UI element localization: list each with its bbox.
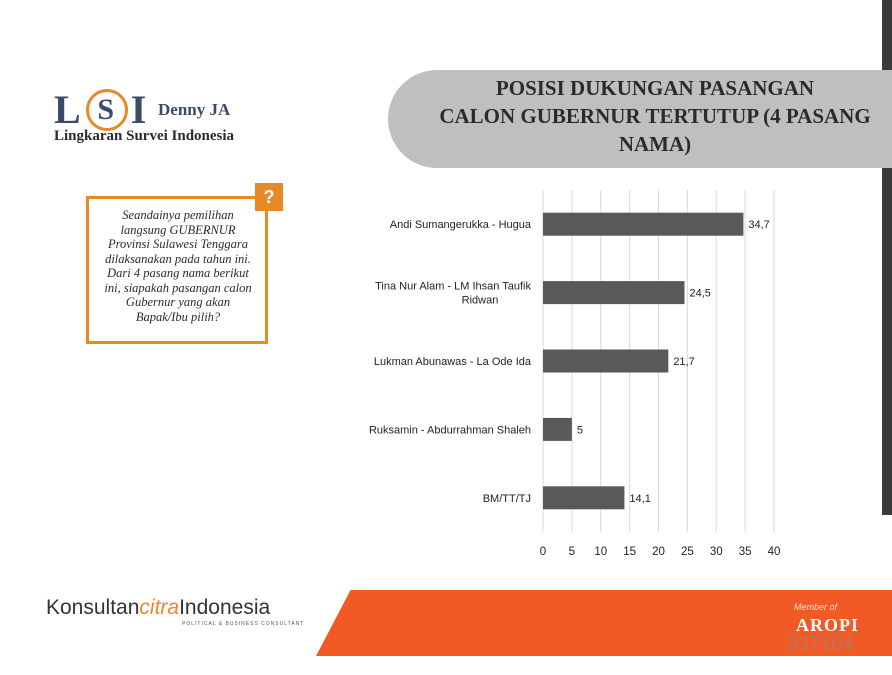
member-of-label: Member of <box>794 602 838 612</box>
x-tick-label: 5 <box>568 546 576 558</box>
value-label: 24,5 <box>689 287 711 300</box>
question-icon: ? <box>255 183 283 211</box>
aropi-logo: AROPI <box>796 615 859 635</box>
question-line: Seandainya pemilihan <box>122 208 234 222</box>
bar <box>543 486 624 509</box>
chart-title-line-1: POSISI DUKUNGAN PASANGAN <box>495 76 815 100</box>
category-label: Ruksamin - Abdurrahman Shaleh <box>368 424 531 437</box>
citra-logo-tagline: POLITICAL & BUSINESS CONSULTANT <box>182 621 305 627</box>
lsi-logo-mark: L S I <box>54 87 149 132</box>
x-tick-label: 30 <box>709 546 723 558</box>
lsi-logo-name: Denny JA <box>158 100 231 119</box>
value-label: 14,1 <box>629 492 651 505</box>
category-label: Andi Sumangerukka - Hugua <box>389 219 531 232</box>
value-label: 5 <box>576 424 583 437</box>
x-tick-label: 0 <box>539 546 547 558</box>
question-line: Bapak/Ibu pilih? <box>135 309 221 324</box>
bar <box>543 418 572 441</box>
citra-logo-word-2: citra <box>139 596 180 619</box>
category-label: BM/TT/TJ <box>482 492 531 505</box>
citra-logo <box>46 596 270 620</box>
value-label: 21,7 <box>673 356 695 368</box>
question-line: Provinsi Sulawesi Tenggara <box>107 237 249 251</box>
x-tick-label: 35 <box>738 546 752 558</box>
x-tick-label: 10 <box>594 546 608 558</box>
category-label: Tina Nur Alam - LM Ihsan Taufik Ridwan <box>375 280 531 307</box>
chart-title-line-3: NAMA) <box>618 132 692 156</box>
category-label: Lukman Abunawas - La Ode Ida <box>373 356 531 368</box>
chart-title-line-2: CALON GUBERNUR TERTUTUP (4 PASANG <box>439 104 871 128</box>
bar <box>543 213 743 236</box>
bar <box>543 281 684 304</box>
question-line: langsung GUBERNUR <box>120 222 236 237</box>
question-line: Dari 4 pasang nama berikut <box>107 266 249 280</box>
question-line: ini, siapakah pasangan calon <box>104 280 252 295</box>
x-tick-label: 20 <box>652 546 665 558</box>
lsi-logo-subtitle: Lingkaran Survei Indonesia <box>54 128 235 144</box>
question-line: Gubernur yang akan <box>125 295 231 309</box>
question-line: dilaksanakan pada tahun ini. <box>105 251 251 266</box>
citra-logo-word-3: Indonesia <box>179 596 271 619</box>
citra-logo-word-1: Konsultan <box>46 596 140 619</box>
bar <box>543 350 668 373</box>
x-tick-label: 40 <box>767 546 781 558</box>
watermark-number: 337104 <box>787 633 854 655</box>
x-tick-label: 15 <box>623 546 637 558</box>
x-tick-label: 25 <box>680 546 694 558</box>
value-label: 34,7 <box>748 219 770 232</box>
